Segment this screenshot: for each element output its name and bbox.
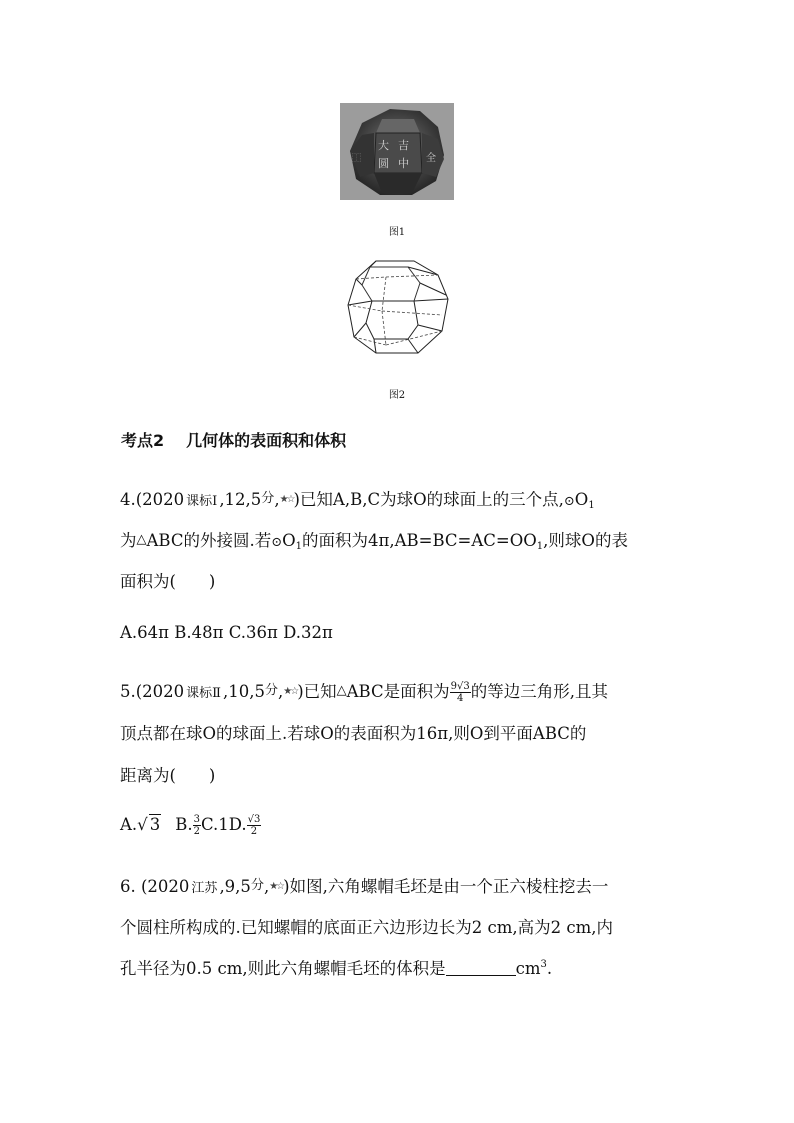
q4-line3: 面积为( )	[120, 572, 216, 591]
q4-source: 课标Ⅰ	[186, 494, 218, 509]
circle-dot-icon: ⊙	[563, 494, 575, 509]
circle-dot-icon: ⊙	[271, 535, 283, 550]
figure1-photo	[340, 103, 454, 200]
sqrt-icon: √	[137, 815, 148, 834]
q4-line2: 为△ABC的外接圆.若$⊙O_1$的面积为$4\pi,AB=BC=AC=OO_1$,则球O的表	[120, 531, 628, 552]
difficulty-star-icon: ★☆	[269, 881, 284, 892]
seal-char-5: 全	[426, 153, 436, 164]
q4-options: A.64π B.48π C.36π D.32π	[120, 623, 333, 642]
figure1-caption: 图1	[388, 227, 406, 238]
difficulty-star-icon: ★☆	[283, 686, 298, 697]
q5-line3: 距离为( )	[120, 766, 216, 785]
svg-text:⿰: ⿰	[352, 154, 362, 164]
q5-line2: 顶点都在球O的球面上.若球O的表面积为16π,则O到平面ABC的	[120, 724, 587, 743]
seal-char-3: 圆	[378, 157, 389, 170]
seal-char-1: 大	[378, 139, 389, 152]
figure2-caption: 图2	[388, 390, 406, 401]
section-heading	[121, 428, 346, 451]
q6-line2: 个圆柱所构成的.已知螺帽的底面正六边形边长为2 cm,高为2 cm,内	[120, 918, 613, 937]
triangle-icon: △	[136, 532, 147, 547]
q4-line1: 4.(2020 课标Ⅰ ,12,5分,★☆)已知A,B,C为球O的球面上的三个点$,⊙O_1$	[120, 490, 595, 511]
difficulty-star-icon: ★☆	[279, 494, 294, 505]
q6-line3: 孔半径为0.5 cm,则此六角螺帽毛坯的体积是 $cm^3$.	[120, 959, 553, 978]
seal-char-2: 吉	[398, 139, 409, 152]
figure2-polyhedron	[346, 255, 450, 359]
q5-options: A.√ 3 B. $\frac{3}{2}$ C.1D. $\frac{√3}{2}$	[120, 814, 261, 837]
q5-line1: 5.(2020 课标Ⅱ ,10,5分,★☆)已知△ABC是面积为 $\frac{9√3}{4}$ 的等边三角形,且其	[120, 681, 608, 704]
seal-char-4: 中	[398, 157, 409, 170]
answer-blank	[446, 961, 516, 976]
q6-source: 江苏	[191, 881, 218, 896]
section-label: 考点2	[121, 431, 165, 450]
section-title: 几何体的表面积和体积	[186, 431, 347, 450]
area-fraction: $\frac{9√3}{4}$	[450, 681, 470, 704]
q5-source: 课标Ⅱ	[186, 686, 222, 701]
triangle-icon: △	[336, 683, 347, 698]
q6-line1: 6. (2020 江苏 ,9,5分,★☆)如图,六角螺帽毛坯是由一个正六棱柱挖去一	[120, 877, 609, 896]
